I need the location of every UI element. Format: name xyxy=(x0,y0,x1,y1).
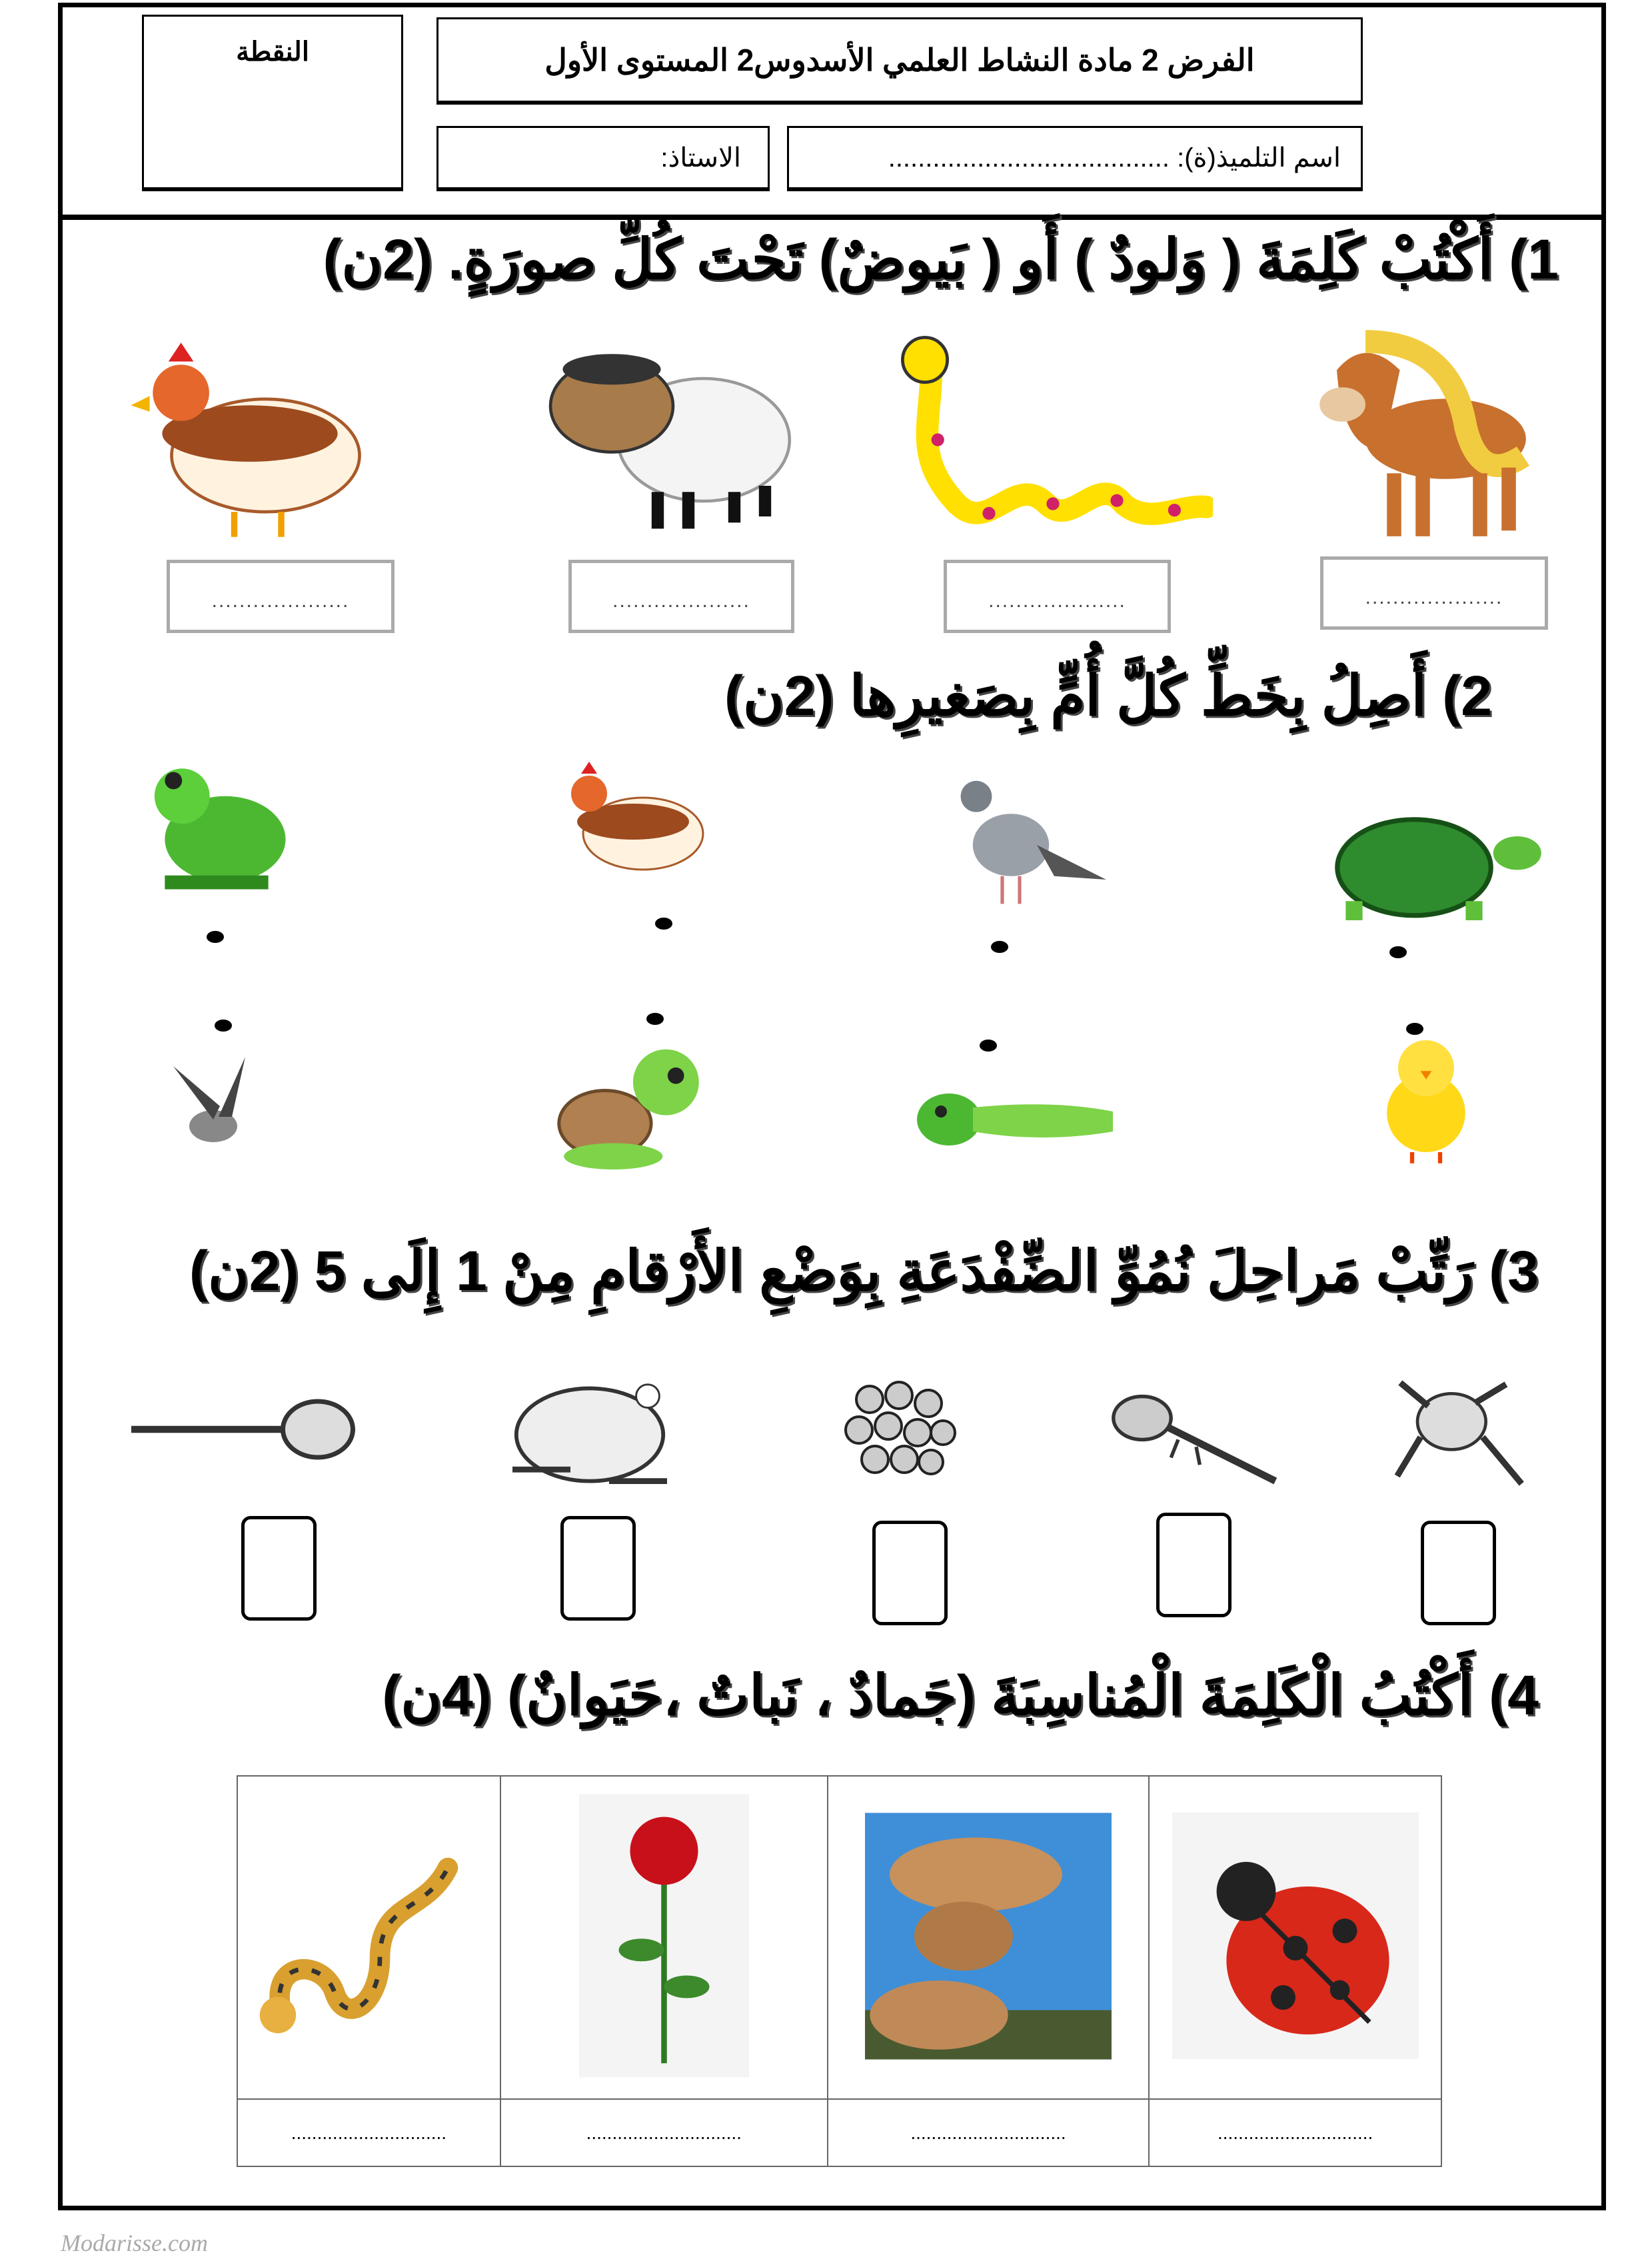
rose-photo xyxy=(579,1789,749,2082)
connect-dot-turtle[interactable] xyxy=(1389,946,1407,958)
answer-cell-rose[interactable]: .............................. xyxy=(500,2099,828,2166)
pigeon-image xyxy=(933,753,1106,920)
tadpole-image xyxy=(906,1080,1120,1159)
order-box-young-frog[interactable] xyxy=(1421,1521,1496,1625)
order-box-eggs[interactable] xyxy=(872,1521,948,1625)
question-2-title: 2) أَصِلُ بِخَطِّ كُلَّ أُمٍّ بِصَغيرِها (2ن) xyxy=(724,664,1492,727)
answer-cell-snake[interactable]: .............................. xyxy=(237,2099,500,2166)
score-box xyxy=(142,15,403,191)
frog-image xyxy=(130,753,303,900)
connect-dot-baby-turtle[interactable] xyxy=(646,1013,664,1025)
cell-rock xyxy=(828,1776,1150,2099)
score-label: النقطة xyxy=(236,37,309,67)
answer-box-sheep[interactable]: .................... xyxy=(568,560,794,633)
cell-snake xyxy=(237,1776,500,2099)
connect-dot-hen[interactable] xyxy=(655,918,672,930)
question-4-title: 4) أَكْتُبُ الْكَلِمَةَ الْمُناسِبَةَ (جَمادٌ ، نَباتٌ ،حَيَوانٌ) (4ن) xyxy=(382,1664,1539,1727)
turtle-image xyxy=(1306,800,1546,933)
baby-turtle-image xyxy=(546,1033,713,1173)
connect-dot-bird[interactable] xyxy=(215,1020,232,1032)
answer-box-snake[interactable]: .................... xyxy=(944,560,1171,633)
question-3-title: 3) رَتِّبْ مَراحِلَ نُمُوِّ الضِّفْدَعَةِ بِوَضْعِ الأَرْقامِ مِنْ 1 إِلَى 5 (2ن) xyxy=(189,1239,1539,1302)
order-box-tadpole-legs[interactable] xyxy=(1156,1513,1232,1617)
hen-mother-image xyxy=(533,746,733,913)
answer-cell-rock[interactable]: .............................. xyxy=(828,2099,1150,2166)
hen-image xyxy=(93,327,407,553)
answer-box-hen[interactable]: .................... xyxy=(167,560,395,633)
connect-dot-pigeon[interactable] xyxy=(991,941,1008,953)
sheep-image xyxy=(520,327,826,553)
cell-rose xyxy=(500,1776,828,2099)
answer-cell-ladybug[interactable]: .............................. xyxy=(1149,2099,1441,2166)
rock-photo xyxy=(865,1811,1112,2061)
ladybug-photo xyxy=(1172,1813,1419,2059)
tadpole-legs-sketch xyxy=(1106,1379,1286,1493)
order-box-adult-frog[interactable] xyxy=(560,1516,636,1621)
young-frog-sketch xyxy=(1379,1359,1539,1499)
adult-frog-sketch xyxy=(493,1353,686,1499)
snake-photo xyxy=(255,1823,482,2049)
eggs-sketch xyxy=(830,1366,963,1486)
exam-title: الفرض 2 مادة النشاط العلمي الأسدوس2 المستوى الأول xyxy=(436,17,1363,105)
connect-dot-tadpole[interactable] xyxy=(980,1040,997,1052)
snake-image xyxy=(893,327,1213,553)
tadpole-sketch xyxy=(127,1379,360,1479)
teacher-field[interactable]: الاستاذ: xyxy=(436,126,770,191)
horse-image xyxy=(1279,313,1566,553)
question-1-title: 1) أَكْتُبْ كَلِمَةَ ( وَلودٌ ) أَو ( بَيوضٌ) تَحْتَ كُلِّ صورَةٍ. (2ن) xyxy=(323,228,1559,291)
order-box-tadpole[interactable] xyxy=(241,1516,317,1621)
watermark: Modarisse.com xyxy=(61,2230,208,2256)
student-name-field[interactable]: اسم التلميذ(ة): ...................................... xyxy=(787,126,1363,191)
cell-ladybug xyxy=(1149,1776,1441,2099)
connect-dot-frog[interactable] xyxy=(207,931,224,943)
chick-image xyxy=(1366,1026,1486,1166)
classification-table xyxy=(237,1775,1442,2167)
bird-image xyxy=(157,1040,270,1173)
header-divider xyxy=(58,215,1606,220)
answer-box-horse[interactable]: .................... xyxy=(1320,556,1548,630)
